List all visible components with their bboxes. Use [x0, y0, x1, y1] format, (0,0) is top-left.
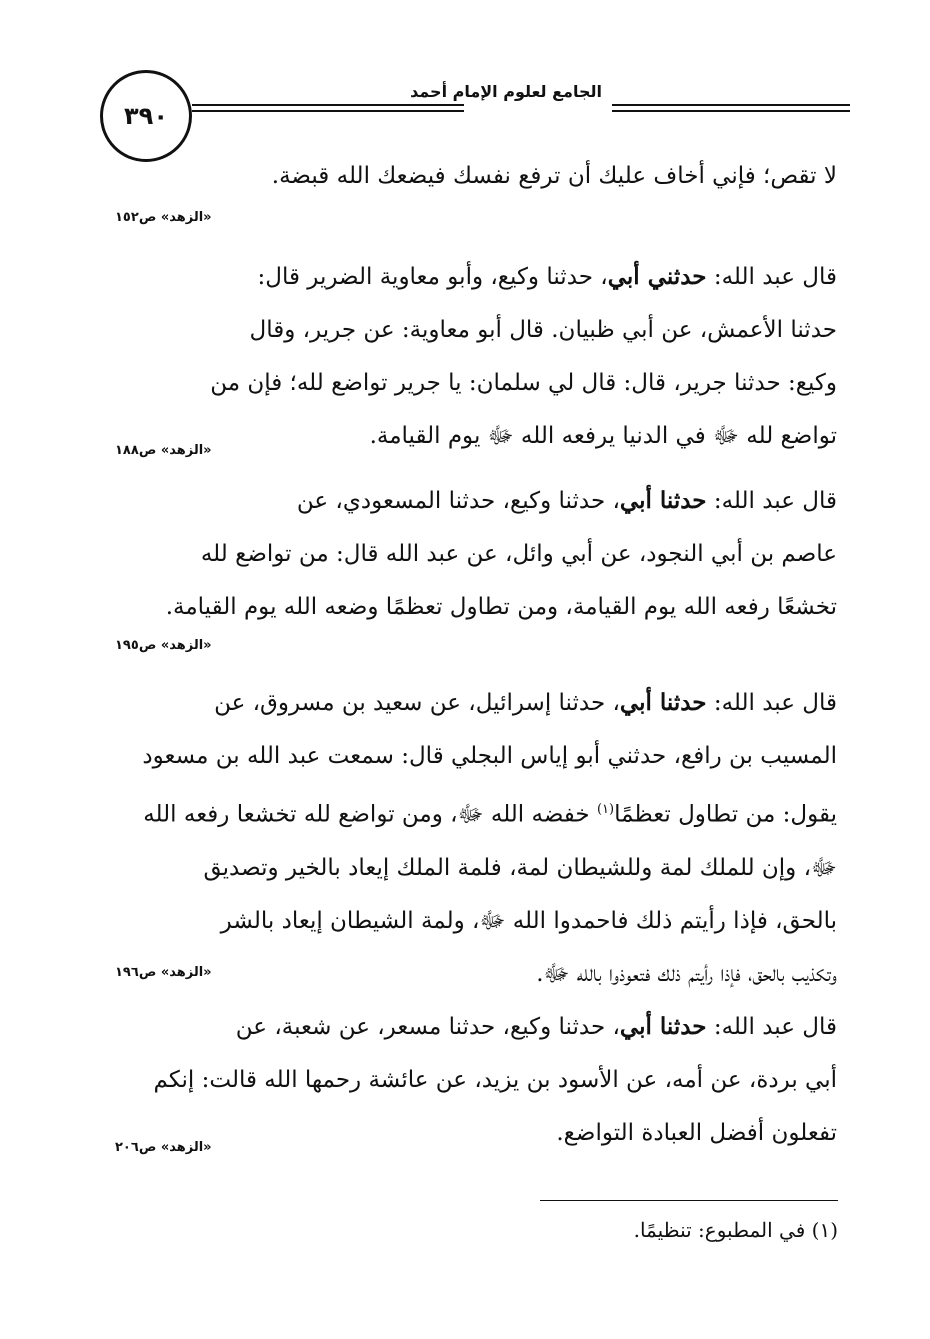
text-line	[115, 581, 837, 634]
text-run: وكيع: حدثنا جرير، قال: قال لي سلمان: يا جرير تواضع لله؛ فإن من	[210, 370, 837, 396]
paragraph	[115, 1000, 837, 1160]
paragraph	[115, 150, 837, 203]
citation: «الزهد» ص١٥٢	[115, 210, 212, 225]
text-line	[115, 474, 837, 528]
header-rule-right-2	[612, 110, 850, 112]
text-line	[115, 357, 837, 410]
footnote-separator	[540, 1200, 838, 1201]
narrator-bold: حدثنا أبي	[619, 689, 707, 716]
text-run: تواضع لله ﷻ في الدنيا يرفعه الله ﷻ يوم القيامة.	[369, 423, 837, 449]
text-line	[115, 948, 837, 1001]
header-rule-right	[612, 104, 850, 106]
text-run: ، حدثنا وكيع، حدثنا مسعر، عن شعبة، عن	[235, 1014, 620, 1040]
text-run: بالحق، فإذا رأيتم ذلك فاحمدوا الله ﷻ، ولمة الشيطان إيعاد بالشر	[220, 907, 837, 934]
text-line	[115, 842, 837, 895]
text-run: حدثنا الأعمش، عن أبي ظبيان. قال أبو معاوية: عن جرير، وقال	[249, 317, 837, 343]
text-line	[115, 730, 837, 783]
text-run: تخشعًا رفعه الله يوم القيامة، ومن تطاول تعظمًا وضعه الله يوم القيامة.	[165, 594, 837, 620]
text-line	[115, 250, 837, 304]
text-run: قال عبد الله:	[706, 264, 837, 290]
text-run: ، حدثنا إسرائيل، عن سعيد بن مسروق، عن	[214, 690, 620, 716]
running-title: الجامع لعلوم الإمام أحمد	[410, 82, 602, 101]
text-run: أبي بردة، عن أمه، عن الأسود بن يزيد، عن عائشة رحمها الله قالت: إنكم	[153, 1067, 837, 1093]
text-line	[115, 895, 837, 948]
text-run: يقول: من تطاول تعظمًا	[614, 801, 837, 828]
paragraph	[115, 474, 837, 634]
text-line	[115, 676, 837, 730]
text-run: قال عبد الله:	[706, 1014, 837, 1040]
citation: «الزهد» ص١٩٥	[115, 638, 212, 653]
header-rule-left-2	[192, 110, 464, 112]
paragraph	[115, 250, 837, 463]
narrator-bold: حدثنا أبي	[619, 487, 707, 514]
narrator-bold: حدثنا أبي	[619, 1013, 707, 1040]
text-run: تفعلون أفضل العبادة التواضع.	[556, 1120, 837, 1146]
text-run: ، حدثنا وكيع، حدثنا المسعودي، عن	[296, 488, 620, 514]
text-run: لا تقص؛ فإني أخاف عليك أن ترفع نفسك فيضعك الله قبضة.	[271, 163, 837, 189]
text-run: قال عبد الله:	[706, 488, 837, 514]
text-line	[115, 150, 837, 203]
text-line	[115, 304, 837, 357]
page-number: ٣٩٠	[124, 102, 168, 130]
text-run: ﷻ، وإن للملك لمة وللشيطان لمة، فلمة الملك إيعاد بالخير وتصديق	[203, 854, 837, 881]
text-line	[115, 410, 837, 463]
text-run: ، حدثنا وكيع، وأبو معاوية الضرير قال:	[257, 264, 608, 290]
text-line	[115, 528, 837, 581]
footnote-marker: (١)	[596, 802, 615, 817]
citation: «الزهد» ص١٩٦	[115, 965, 212, 980]
paragraph	[115, 676, 837, 1001]
text-run: وتكذيب بالحق، فإذا رأيتم ذلك فتعوذوا بالله ﷻ.	[536, 960, 837, 987]
text-line	[115, 1107, 837, 1160]
page-number-circle	[100, 70, 192, 162]
text-run: عاصم بن أبي النجود، عن أبي وائل، عن عبد الله قال: من تواضع لله	[200, 541, 837, 567]
citation: «الزهد» ص١٨٨	[115, 443, 212, 458]
narrator-bold: حدثني أبي	[607, 263, 707, 290]
citation: «الزهد» ص٢٠٦	[115, 1140, 212, 1155]
header-rule-left	[192, 104, 464, 106]
text-line	[115, 1054, 837, 1107]
text-run: المسيب بن رافع، حدثني أبو إياس البجلي قال: سمعت عبد الله بن مسعود	[142, 743, 837, 769]
footnote: (١) في المطبوع: تنظيمًا.	[633, 1218, 838, 1242]
text-line	[115, 783, 837, 842]
text-run: قال عبد الله:	[706, 690, 837, 716]
text-line	[115, 1000, 837, 1054]
page-header	[100, 58, 850, 148]
text-run: خفضه الله ﷻ، ومن تواضع لله تخشعا رفعه الله	[143, 801, 597, 828]
